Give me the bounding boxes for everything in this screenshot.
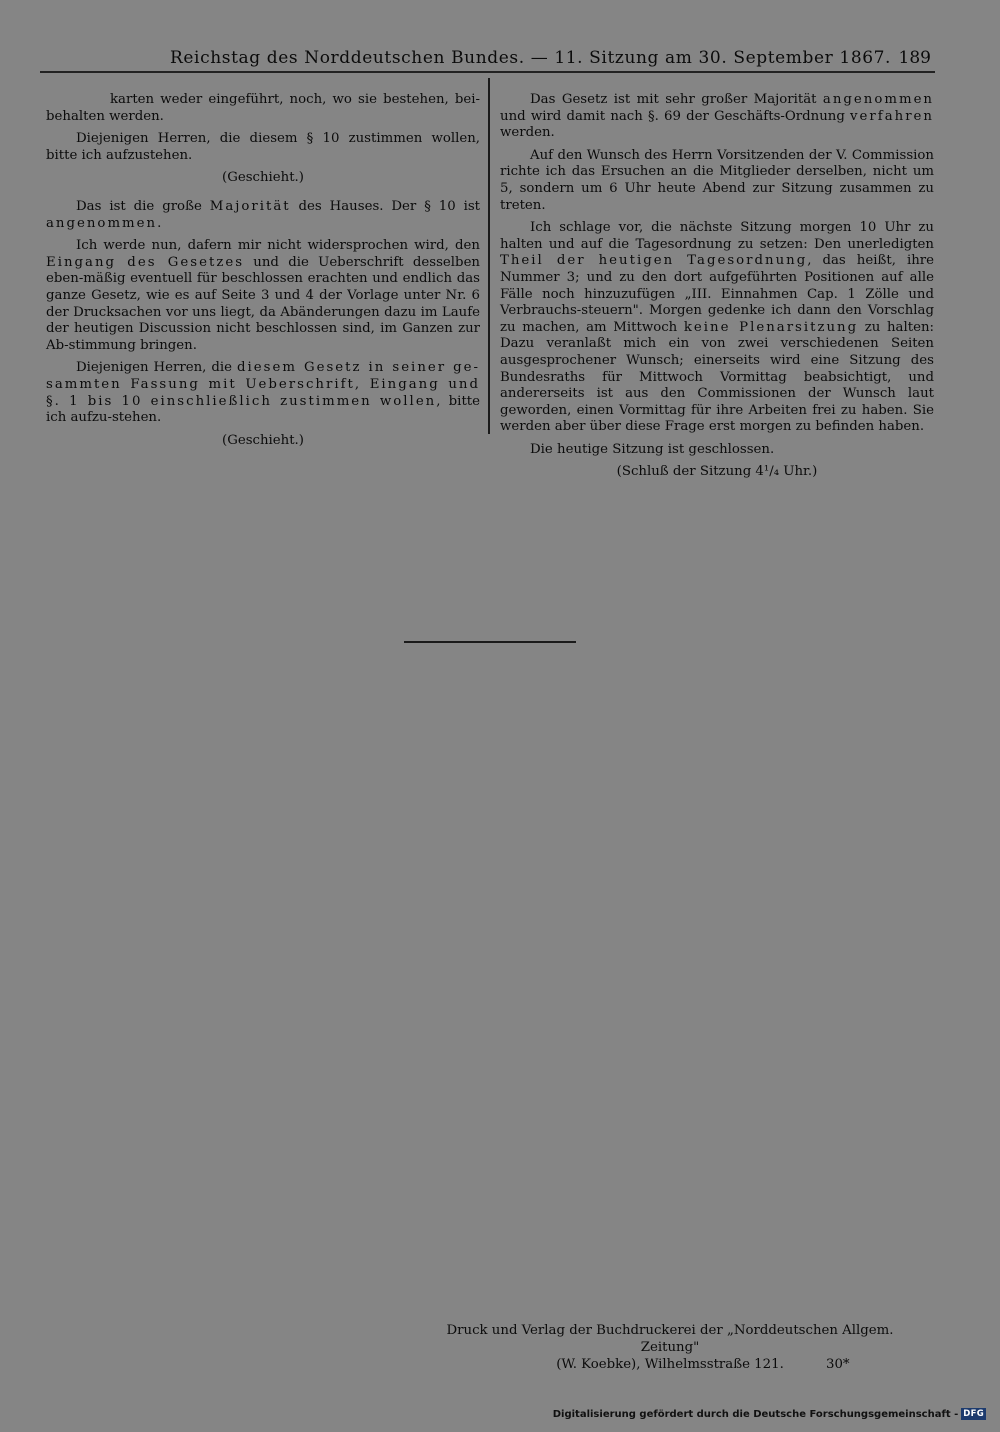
paragraph: Ich schlage vor, die nächste Sitzung morgen 10 Uhr zu halten und auf die Tagesordnung zu setzen: Den unerledigten Theil der heutigen Tagesordnung, das heißt, ihre Nummer 3; und zu den dort aufgeführten Positionen auf alle Fälle noch hinzuzufügen „III. Einnahmen Cap. 1 Zölle und Verbrauchs-steuern". Morgen gedenke ich dann den Vorschlag zu machen, am Mittwoch keine Plenarsitzung zu halten: Dazu veranlaßt mich ein von zwei verschiedenen Seiten ausgesprochener Wunsch; einerseits wird eine Sitzung des Bundesraths für Mittwoch Vormittag beabsichtigt, und andererseits ist aus den Commissionen der Wunsch laut geworden, einen Vormittag für ihre Arbeiten frei zu haben. Sie werden aber über diese Frage erst morgen zu befinden haben.: [500, 220, 934, 435]
left-column: [46, 92, 480, 461]
stage-direction: (Geschieht.): [222, 432, 304, 448]
paragraph: Diejenigen Herren, die diesem § 10 zustimmen wollen, bitte ich aufzustehen.: [46, 131, 480, 163]
running-header: [40, 46, 935, 72]
stage-direction: (Schluß der Sitzung 4¹/₄ Uhr.): [616, 464, 818, 480]
paragraph: Das Gesetz ist mit sehr großer Majorität angenommen und wird damit nach §. 69 der Geschäfts-Ordnung verfahren werden.: [500, 92, 934, 141]
paragraph: Diejenigen Herren, die diesem Gesetz in seiner ge-sammten Fassung mit Ueberschrift, Eingang und §. 1 bis 10 einschließlich zustimmen wollen, bitte ich aufzu-stehen.: [46, 360, 480, 426]
paragraph: karten weder eingeführt, noch, wo sie bestehen, bei-behalten werden.: [46, 92, 480, 124]
paragraph: Ich werde nun, dafern mir nicht widersprochen wird, den Eingang des Gesetzes und die Ueberschrift desselben eben-mäßig eventuell für beschlossen erachten und endlich das ganze Gesetz, wie es auf Seite 3 und 4 der Vorlage unter Nr. 6 der Drucksachen vor uns liegt, da Abänderungen dazu im Laufe der heutigen Discussion nicht beschlossen sind, im Ganzen zur Ab-stimmung bringen.: [46, 238, 480, 353]
imprint-line: (W. Koebke), Wilhelmsstraße 121.: [556, 1357, 784, 1372]
imprint-line: Druck und Verlag der Buchdruckerei der „Norddeutschen Allgem. Zeitung": [446, 1323, 894, 1355]
header-rule: [40, 71, 935, 73]
paragraph: Auf den Wunsch des Herrn Vorsitzenden der V. Commission richte ich das Ersuchen an die Mitglieder derselben, nicht um 5, sondern um 6 Uhr heute Abend zur Sitzung zusammen zu treten.: [500, 147, 934, 213]
paragraph: Die heutige Sitzung ist geschlossen.: [530, 441, 775, 457]
column-divider: [488, 78, 490, 434]
right-column: [500, 92, 934, 493]
page-number: 189: [898, 48, 931, 68]
paragraph: Das ist die große Majorität des Hauses. Der § 10 ist angenommen.: [46, 198, 480, 231]
funding-footer: [553, 1407, 986, 1421]
section-divider: [404, 641, 576, 643]
header-title: Reichstag des Norddeutschen Bundes. — 11. Sitzung am 30. September 1867.: [170, 48, 892, 68]
signature-mark: 30*: [826, 1357, 850, 1372]
funding-text: Digitalisierung gefördert durch die Deutsche Forschungsgemeinschaft -: [552, 1408, 959, 1420]
dfg-logo-icon: DFG: [963, 1409, 984, 1419]
stage-direction: (Geschieht.): [222, 170, 304, 186]
